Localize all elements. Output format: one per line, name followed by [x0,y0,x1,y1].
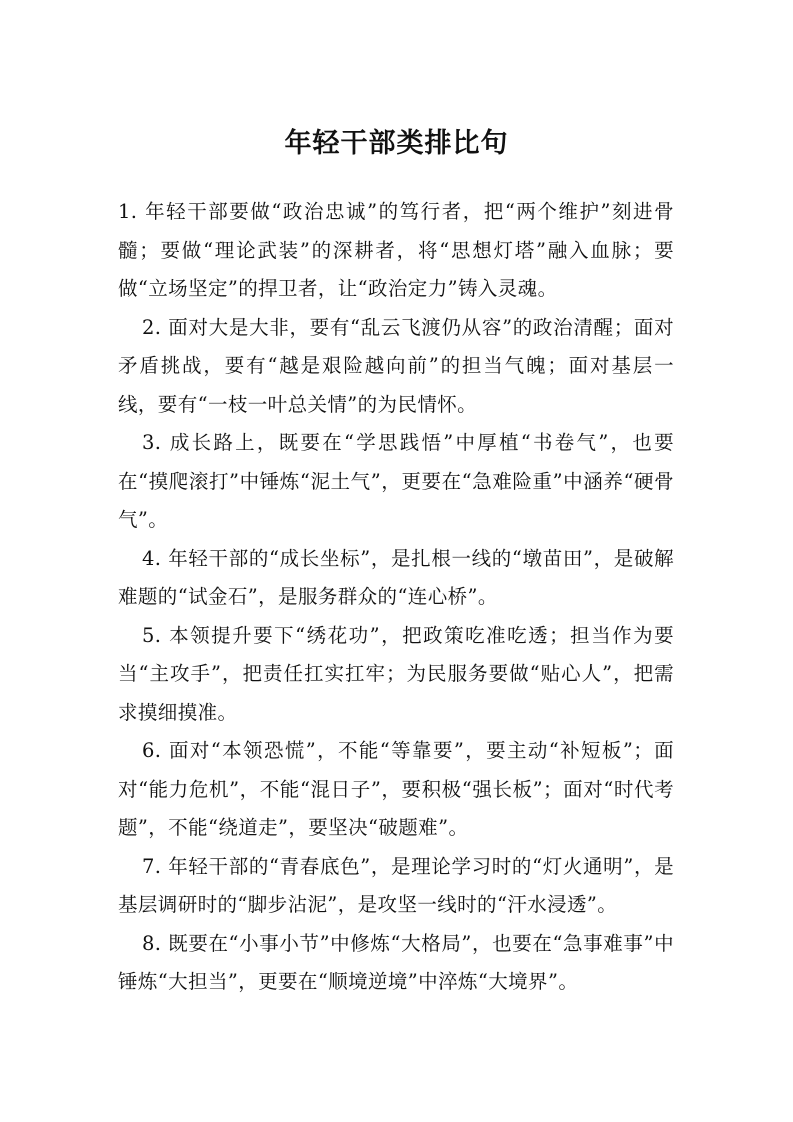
paragraph-4: 4. 年轻干部的“成长坐标”，是扎根一线的“墩苗田”，是破解难题的“试金石”，是服务群众的“连心桥”。 [118,546,674,608]
paragraph-7: 7. 年轻干部的“青春底色”，是理论学习时的“灯火通明”，是基层调研时的“脚步沾泥”，是攻坚一线时的“汗水浸透”。 [118,854,674,916]
document-title: 年轻干部类排比句 [284,128,509,159]
paragraph-1: 1. 年轻干部要做“政治忠诚”的笃行者，把“两个维护”刻进骨髓；要做“理论武装”的深耕者，将“思想灯塔”融入血脉；要做“立场坚定”的捍卫者，让“政治定力”铸入灵魂。 [118,200,674,300]
paragraph-2: 2. 面对大是大非，要有“乱云飞渡仍从容”的政治清醒；面对矛盾挑战，要有“越是艰险越向前”的担当气魄；面对基层一线，要有“一枝一叶总关情”的为民情怀。 [118,315,674,416]
paragraph-3: 3. 成长路上，既要在“学思践悟”中厚植“书卷气”，也要在“摸爬滚打”中锤炼“泥土气”，更要在“急难险重”中涵养“硬骨气”。 [118,431,674,531]
paragraph-8: 8. 既要在“小事小节”中修炼“大格局”，也要在“急事难事”中锤炼“大担当”，更要在“顺境逆境”中淬炼“大境界”。 [118,931,674,993]
paragraph-6: 6. 面对“本领恐慌”，不能“等靠要”，要主动“补短板”；面对“能力危机”，不能“混日子”，要积极“强长板”；面对“时代考题”，不能“绕道走”，要坚决“破题难”。 [118,739,674,839]
document-body [118,193,674,1002]
paragraph-5: 5. 本领提升要下“绣花功”，把政策吃准吃透；担当作为要当“主攻手”，把责任扛实扛牢；为民服务要做“贴心人”，把需求摸细摸准。 [118,623,674,724]
